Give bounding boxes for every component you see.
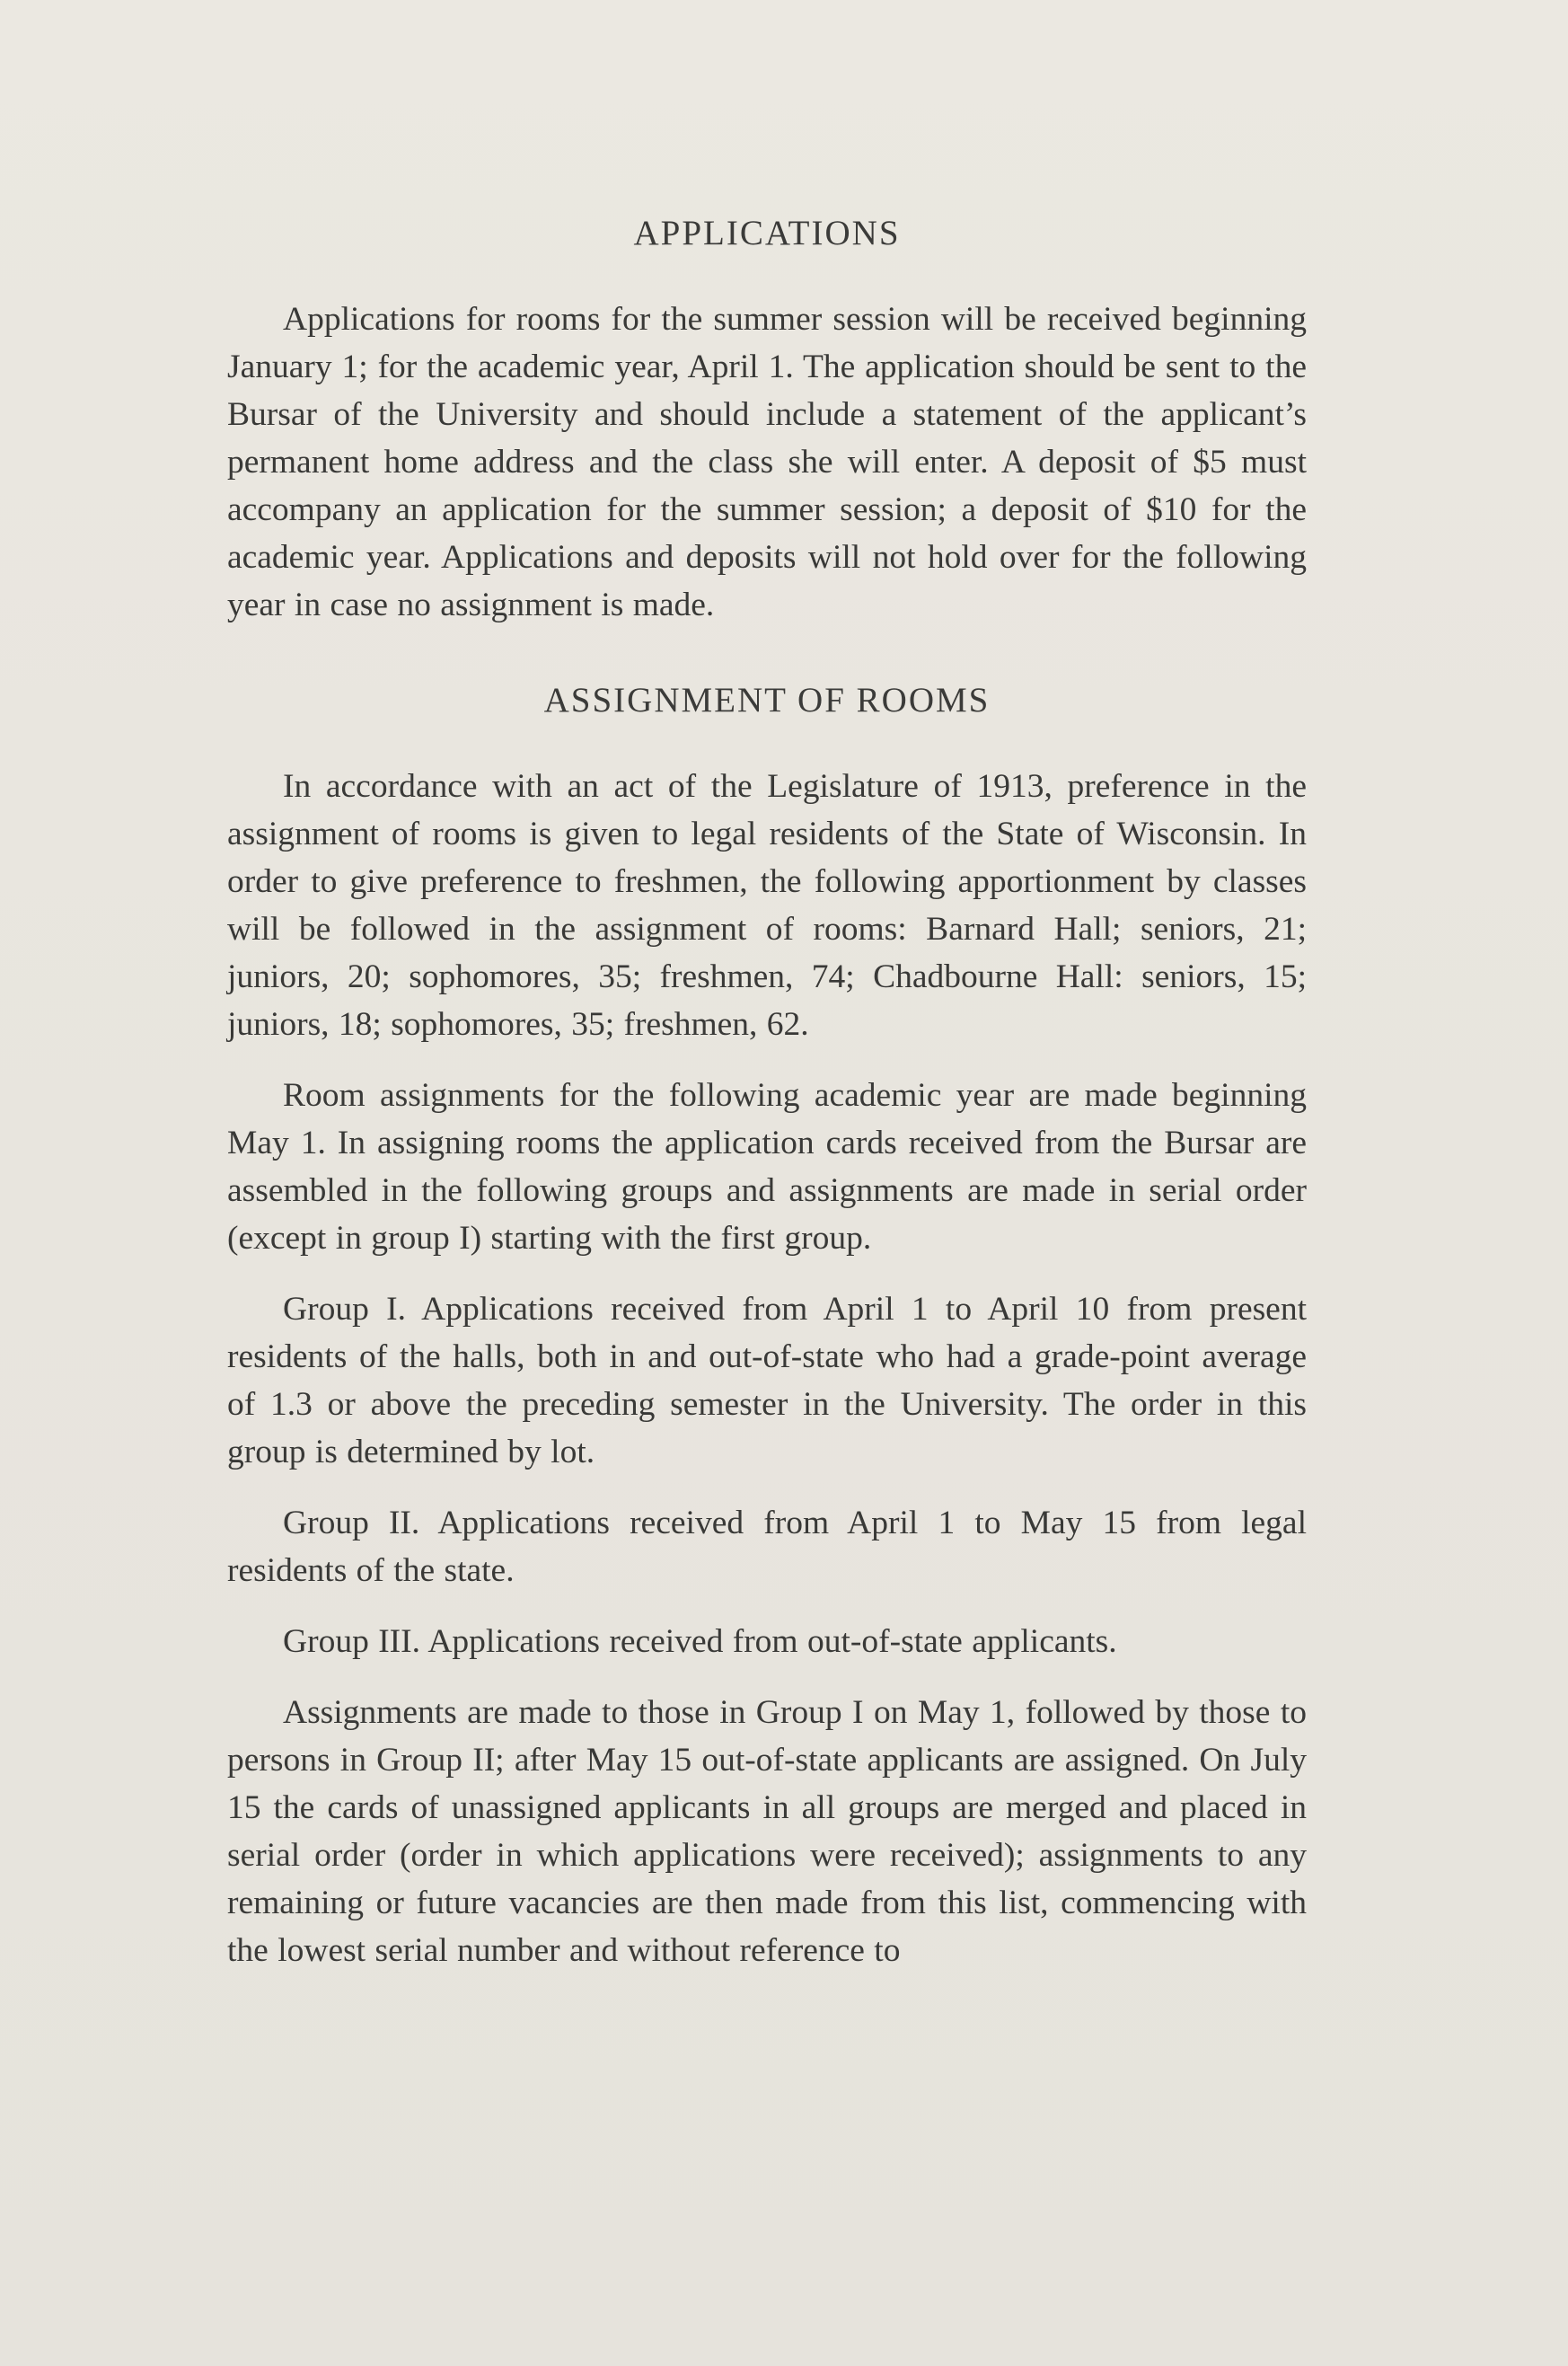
assignment-paragraph-legislature: In accordance with an act of the Legislature of 1913, preference in the assignment of rooms is given to legal residents of the State of Wisconsin. In order to give preference to freshmen, the following apportionment by classes will be followed in the assignment of rooms: Barnard Hall; seniors, 21; juniors, 20; sophomores, 35; freshmen, 74; Chadbourne Hall: seniors, 15; juniors, 18; sophomores, 35; freshmen, 62.	[227, 768, 1307, 1043]
assignment-paragraph-assignments-order: Assignments are made to those in Group I on May 1, followed by those to persons in Group II; after May 15 out-of-state applicants are assigned. On July 15 the cards of unassigned applicants in all groups are merged and placed in serial order (order in which applications were received); assignments to any remaining or future vacancies are then made from this list, commencing with the lowest serial number and without reference to	[227, 1694, 1307, 1969]
applications-paragraph: Applications for rooms for the summer session will be received beginning January 1; for the academic year, April 1. The application should be sent to the Bursar of the University and should include a statement of the applicant’s permanent home address and the class she will enter. A deposit of $5 must accompany an application for the summer session; a deposit of $10 for the academic year. Applications and deposits will not hold over for the following year in case no assignment is made.	[227, 301, 1307, 623]
assignment-paragraph-group-i: Group I. Applications received from April 1 to April 10 from present residents of the halls, both in and out-of-state who had a grade-point average of 1.3 or above the preceding semester in the University. The order in this group is determined by lot.	[227, 1291, 1307, 1470]
section-heading-applications: APPLICATIONS	[633, 214, 901, 252]
assignment-paragraph-group-iii: Group III. Applications received from out-of-state applicants.	[283, 1623, 1117, 1660]
page-content	[227, 216, 1307, 1974]
assignment-paragraph-group-ii: Group II. Applications received from April 1 to May 15 from legal residents of the state.	[227, 1505, 1307, 1589]
section-heading-assignment-of-rooms: ASSIGNMENT OF ROOMS	[543, 681, 991, 720]
assignment-paragraph-room-assignments: Room assignments for the following academic year are made beginning May 1. In assigning rooms the application cards received from the Bursar are assembled in the following groups and assignments are made in serial order (except in group I) starting with the first group.	[227, 1077, 1307, 1257]
